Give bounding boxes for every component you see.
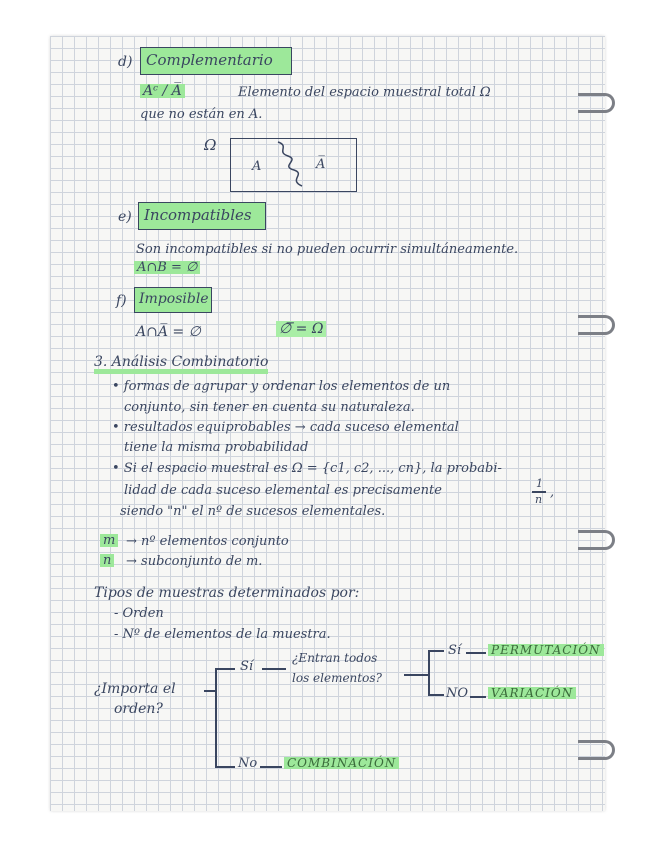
venn-label-a-bar: A̅ — [316, 157, 326, 172]
binder-ring — [578, 530, 615, 550]
venn-label-a: A — [252, 159, 262, 174]
fraction-numerator: 1 — [536, 477, 543, 490]
bullet-line: siendo "n" el nº de sucesos elementales. — [120, 504, 386, 519]
binder-ring — [578, 740, 615, 760]
result-variacion: VARIACIÓN — [488, 687, 576, 699]
tree-connector — [428, 650, 444, 652]
tree-question: orden? — [114, 701, 163, 717]
branch-si: Sí — [448, 643, 462, 658]
result-combinacion: COMBINACIÓN — [284, 757, 399, 769]
bullet-line: • formas de agrupar y ordenar los elementos de un — [112, 379, 451, 394]
tree-connector — [215, 766, 235, 768]
section-label: f) — [116, 293, 127, 309]
tree-bracket — [428, 650, 430, 694]
branch-no: NO — [446, 686, 469, 701]
formula: A∩A̅ = ∅ — [136, 324, 201, 340]
bullet-line: conjunto, sin tener en cuenta su naturaleza. — [124, 400, 415, 415]
tree-connector — [466, 652, 486, 654]
branch-no: No — [238, 756, 258, 771]
tipos-heading: Tipos de muestras determinados por: — [94, 585, 360, 601]
tree-connector — [262, 668, 286, 670]
fraction-comma: , — [550, 485, 555, 500]
venn-divider — [272, 140, 312, 192]
tree-connector — [428, 694, 444, 696]
tree-question: ¿Importa el — [94, 681, 176, 697]
section-title: Imposible — [139, 291, 209, 307]
fraction-denominator: n — [535, 493, 543, 506]
bullet-line: • resultados equiprobables → cada suceso elemental — [112, 420, 459, 435]
section-title: Incompatibles — [144, 206, 252, 224]
omega-label: Ω — [204, 136, 217, 154]
bullet-line: • Si el espacio muestral es Ω = {c1, c2, ..., cn}, la probabi- — [112, 461, 502, 476]
section-heading: 3. Análisis Combinatorio — [94, 355, 268, 374]
binder-ring — [578, 93, 615, 113]
section-title: Complementario — [146, 51, 273, 69]
tree-connector — [404, 674, 428, 676]
bullet-line: lidad de cada suceso elemental es precisamente — [124, 483, 442, 498]
result-permutacion: PERMUTACIÓN — [488, 644, 604, 656]
section-label: d) — [118, 54, 133, 70]
subquestion: los elementos? — [292, 671, 382, 685]
definition-line: Elemento del espacio muestral total Ω — [238, 85, 491, 100]
definition-line: que no están en A. — [140, 107, 263, 122]
section-label: e) — [118, 209, 132, 225]
subquestion: ¿Entran todos — [292, 651, 378, 665]
variable-n-text: → subconjunto de m. — [126, 554, 263, 569]
criteria-item: - Orden — [114, 606, 164, 621]
bullet-line: tiene la misma probabilidad — [124, 440, 309, 455]
tree-connector — [215, 668, 235, 670]
notation: Aᶜ / A̅ — [140, 84, 185, 98]
formula-highlighted: ∅̅ = Ω — [276, 321, 326, 337]
tree-connector — [470, 696, 486, 698]
variable-n: n — [100, 554, 114, 567]
variable-m-text: → nº elementos conjunto — [126, 534, 289, 549]
criteria-item: - Nº de elementos de la muestra. — [114, 627, 331, 642]
formula: A∩B = ∅ — [134, 261, 200, 274]
branch-si: Sí — [240, 659, 254, 674]
tree-bracket — [215, 668, 217, 766]
definition-line: Son incompatibles si no pueden ocurrir simultáneamente. — [136, 242, 519, 257]
tree-connector — [260, 766, 282, 768]
variable-m: m — [100, 534, 118, 547]
binder-ring — [578, 315, 615, 335]
